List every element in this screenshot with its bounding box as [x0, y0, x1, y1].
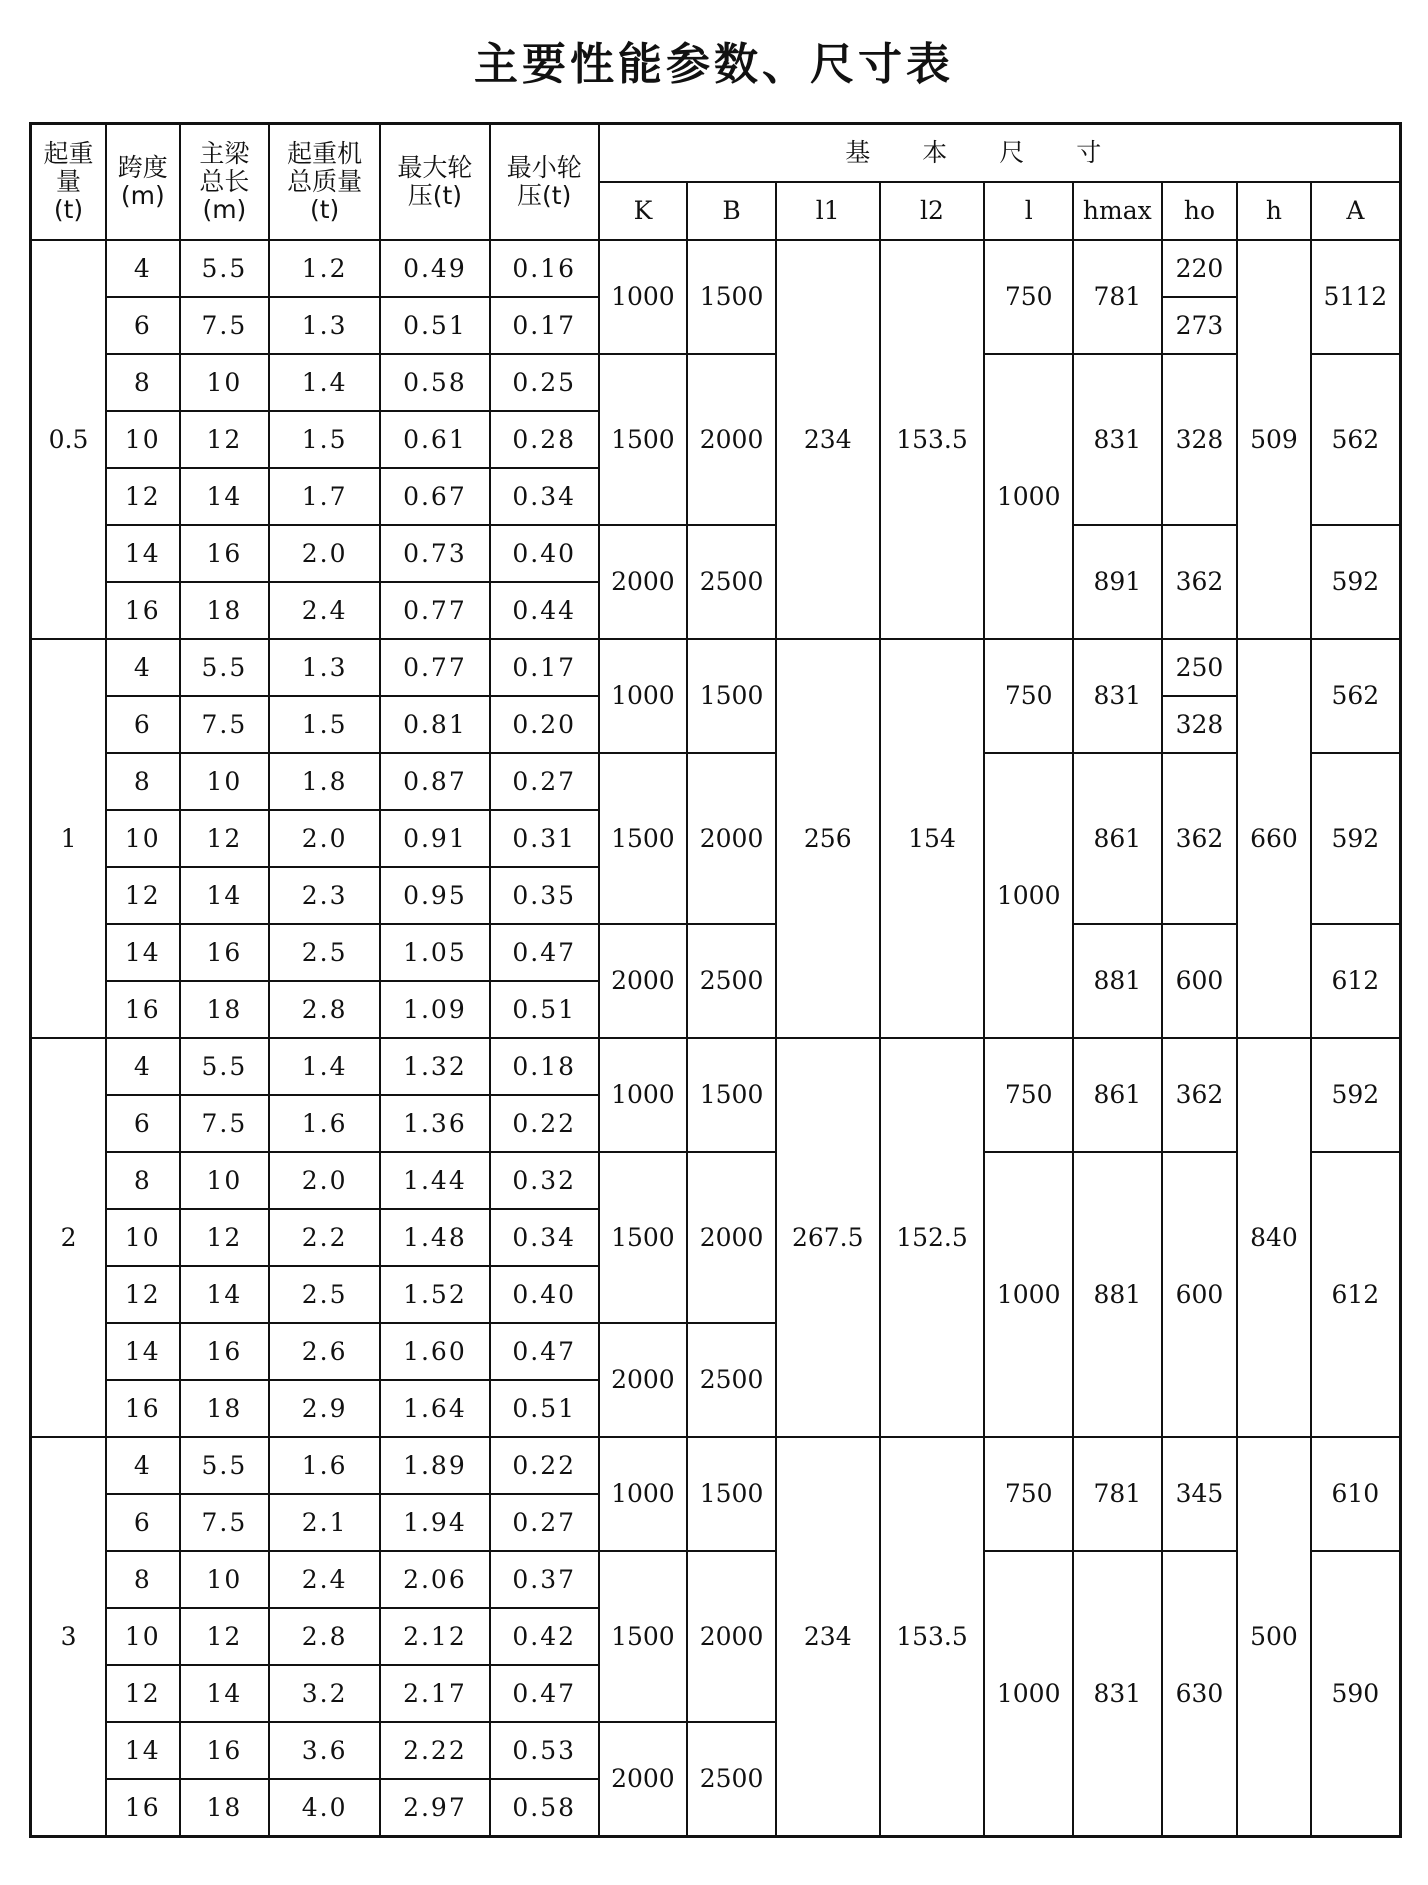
B-cell: 2500: [687, 1323, 776, 1437]
A-cell: 592: [1311, 1038, 1401, 1152]
header-K: K: [599, 182, 688, 240]
maxp-cell: 1.52: [380, 1266, 490, 1323]
minp-cell: 0.37: [490, 1551, 599, 1608]
hmax-cell: 881: [1073, 924, 1162, 1038]
span-cell: 8: [106, 1551, 180, 1608]
maxp-cell: 0.77: [380, 639, 490, 696]
A-cell: 612: [1311, 1152, 1401, 1437]
minp-cell: 0.18: [490, 1038, 599, 1095]
girder-cell: 14: [180, 1665, 270, 1722]
B-cell: 1500: [687, 1038, 776, 1152]
capacity-cell: 0.5: [31, 240, 107, 639]
hmax-cell: 881: [1073, 1152, 1162, 1437]
hmax-cell: 831: [1073, 354, 1162, 525]
span-cell: 6: [106, 297, 180, 354]
page-title: 主要性能参数、尺寸表: [474, 39, 954, 90]
maxp-cell: 1.36: [380, 1095, 490, 1152]
span-cell: 10: [106, 1608, 180, 1665]
hmax-cell: 831: [1073, 639, 1162, 753]
header-l1: l1: [776, 182, 880, 240]
table-row: [31, 1437, 1401, 1494]
h-cell: 840: [1237, 1038, 1311, 1437]
span-cell: 10: [106, 411, 180, 468]
header-ho: ho: [1162, 182, 1238, 240]
maxp-cell: 1.89: [380, 1437, 490, 1494]
mass-cell: 1.5: [269, 696, 380, 753]
girder-cell: 7.5: [180, 696, 270, 753]
table-row: [31, 639, 1401, 696]
header-max-wheel-pressure: 最大轮 压(t): [380, 124, 490, 241]
mass-cell: 2.9: [269, 1380, 380, 1437]
l-cell: 1000: [984, 354, 1073, 639]
maxp-cell: 1.32: [380, 1038, 490, 1095]
minp-cell: 0.34: [490, 1209, 599, 1266]
table-row: [31, 924, 1401, 981]
ho-cell: 630: [1162, 1551, 1238, 1837]
mass-cell: 3.6: [269, 1722, 380, 1779]
ho-cell: 362: [1162, 525, 1238, 639]
header-B: B: [687, 182, 776, 240]
ho-cell: 328: [1162, 696, 1238, 753]
girder-cell: 5.5: [180, 240, 270, 297]
K-cell: 2000: [599, 1722, 688, 1837]
header-span: 跨度 (m): [106, 124, 180, 241]
mass-cell: 1.7: [269, 468, 380, 525]
K-cell: 1500: [599, 354, 688, 525]
minp-cell: 0.17: [490, 639, 599, 696]
ho-cell: 362: [1162, 753, 1238, 924]
A-cell: 562: [1311, 639, 1401, 753]
table-row: [31, 354, 1401, 411]
l2-cell: 154: [880, 639, 985, 1038]
minp-cell: 0.25: [490, 354, 599, 411]
A-cell: 562: [1311, 354, 1401, 525]
maxp-cell: 0.87: [380, 753, 490, 810]
K-cell: 1000: [599, 639, 688, 753]
girder-cell: 16: [180, 1722, 270, 1779]
span-cell: 10: [106, 1209, 180, 1266]
maxp-cell: 2.12: [380, 1608, 490, 1665]
minp-cell: 0.28: [490, 411, 599, 468]
girder-cell: 14: [180, 1266, 270, 1323]
K-cell: 1000: [599, 1038, 688, 1152]
minp-cell: 0.51: [490, 981, 599, 1038]
maxp-cell: 0.91: [380, 810, 490, 867]
mass-cell: 1.4: [269, 1038, 380, 1095]
B-cell: 1500: [687, 639, 776, 753]
B-cell: 2500: [687, 525, 776, 639]
table-row: [31, 753, 1401, 810]
minp-cell: 0.47: [490, 924, 599, 981]
header-h: h: [1237, 182, 1311, 240]
header-hmax: hmax: [1073, 182, 1162, 240]
l-cell: 750: [984, 1437, 1073, 1551]
mass-cell: 1.3: [269, 639, 380, 696]
h-cell: 509: [1237, 240, 1311, 639]
girder-cell: 5.5: [180, 1437, 270, 1494]
span-cell: 16: [106, 582, 180, 639]
maxp-cell: 1.44: [380, 1152, 490, 1209]
hmax-cell: 861: [1073, 753, 1162, 924]
minp-cell: 0.40: [490, 525, 599, 582]
ho-cell: 600: [1162, 924, 1238, 1038]
minp-cell: 0.47: [490, 1323, 599, 1380]
maxp-cell: 0.73: [380, 525, 490, 582]
mass-cell: 1.3: [269, 297, 380, 354]
span-cell: 8: [106, 354, 180, 411]
girder-cell: 10: [180, 1551, 270, 1608]
A-cell: 5112: [1311, 240, 1401, 354]
mass-cell: 1.6: [269, 1437, 380, 1494]
girder-cell: 7.5: [180, 297, 270, 354]
span-cell: 12: [106, 1266, 180, 1323]
l-cell: 1000: [984, 1152, 1073, 1437]
header-capacity: 起重 量 (t): [31, 124, 107, 241]
B-cell: 2000: [687, 354, 776, 525]
l1-cell: 267.5: [776, 1038, 880, 1437]
K-cell: 2000: [599, 924, 688, 1038]
A-cell: 610: [1311, 1437, 1401, 1551]
span-cell: 16: [106, 1380, 180, 1437]
girder-cell: 7.5: [180, 1095, 270, 1152]
minp-cell: 0.22: [490, 1095, 599, 1152]
l1-cell: 234: [776, 1437, 880, 1837]
girder-cell: 18: [180, 981, 270, 1038]
mass-cell: 1.6: [269, 1095, 380, 1152]
K-cell: 1500: [599, 1551, 688, 1722]
span-cell: 4: [106, 1437, 180, 1494]
minp-cell: 0.34: [490, 468, 599, 525]
table-row: [31, 1038, 1401, 1095]
mass-cell: 1.4: [269, 354, 380, 411]
maxp-cell: 0.67: [380, 468, 490, 525]
header-l2: l2: [880, 182, 985, 240]
span-cell: 8: [106, 753, 180, 810]
K-cell: 1500: [599, 1152, 688, 1323]
mass-cell: 2.6: [269, 1323, 380, 1380]
K-cell: 2000: [599, 1323, 688, 1437]
span-cell: 4: [106, 639, 180, 696]
h-cell: 500: [1237, 1437, 1311, 1837]
header-A: A: [1311, 182, 1401, 240]
header-crane-mass: 起重机 总质量 (t): [269, 124, 380, 241]
mass-cell: 1.5: [269, 411, 380, 468]
l-cell: 750: [984, 1038, 1073, 1152]
A-cell: 592: [1311, 525, 1401, 639]
girder-cell: 18: [180, 582, 270, 639]
maxp-cell: 2.06: [380, 1551, 490, 1608]
K-cell: 2000: [599, 525, 688, 639]
header-l: l: [984, 182, 1073, 240]
h-cell: 660: [1237, 639, 1311, 1038]
ho-cell: 220: [1162, 240, 1238, 297]
l-cell: 1000: [984, 1551, 1073, 1837]
l2-cell: 153.5: [880, 240, 985, 639]
l1-cell: 256: [776, 639, 880, 1038]
minp-cell: 0.44: [490, 582, 599, 639]
span-cell: 14: [106, 525, 180, 582]
minp-cell: 0.16: [490, 240, 599, 297]
minp-cell: 0.51: [490, 1380, 599, 1437]
minp-cell: 0.17: [490, 297, 599, 354]
B-cell: 2000: [687, 1551, 776, 1722]
girder-cell: 16: [180, 1323, 270, 1380]
mass-cell: 2.0: [269, 525, 380, 582]
header-girder-length: 主梁 总长 (m): [180, 124, 270, 241]
mass-cell: 2.0: [269, 1152, 380, 1209]
K-cell: 1000: [599, 240, 688, 354]
maxp-cell: 1.60: [380, 1323, 490, 1380]
minp-cell: 0.47: [490, 1665, 599, 1722]
span-cell: 14: [106, 1722, 180, 1779]
span-cell: 6: [106, 1095, 180, 1152]
minp-cell: 0.35: [490, 867, 599, 924]
table-row: [31, 1551, 1401, 1608]
girder-cell: 12: [180, 810, 270, 867]
ho-cell: 362: [1162, 1038, 1238, 1152]
girder-cell: 7.5: [180, 1494, 270, 1551]
hmax-cell: 891: [1073, 525, 1162, 639]
minp-cell: 0.20: [490, 696, 599, 753]
mass-cell: 3.2: [269, 1665, 380, 1722]
girder-cell: 10: [180, 354, 270, 411]
span-cell: 16: [106, 1779, 180, 1837]
maxp-cell: 0.81: [380, 696, 490, 753]
span-cell: 12: [106, 468, 180, 525]
maxp-cell: 1.05: [380, 924, 490, 981]
hmax-cell: 781: [1073, 1437, 1162, 1551]
table-header: [31, 124, 1401, 241]
minp-cell: 0.40: [490, 1266, 599, 1323]
header-min-wheel-pressure: 最小轮 压(t): [490, 124, 599, 241]
hmax-cell: 781: [1073, 240, 1162, 354]
minp-cell: 0.58: [490, 1779, 599, 1837]
table-row: [31, 525, 1401, 582]
maxp-cell: 0.77: [380, 582, 490, 639]
span-cell: 12: [106, 867, 180, 924]
span-cell: 4: [106, 1038, 180, 1095]
table-body: [31, 240, 1401, 1837]
B-cell: 2000: [687, 1152, 776, 1323]
mass-cell: 2.8: [269, 981, 380, 1038]
A-cell: 590: [1311, 1551, 1401, 1837]
mass-cell: 2.1: [269, 1494, 380, 1551]
girder-cell: 10: [180, 753, 270, 810]
l-cell: 1000: [984, 753, 1073, 1038]
header-basic-dimensions: 基本尺寸: [599, 124, 1401, 183]
span-cell: 6: [106, 1494, 180, 1551]
l-cell: 750: [984, 240, 1073, 354]
minp-cell: 0.27: [490, 1494, 599, 1551]
span-cell: 16: [106, 981, 180, 1038]
girder-cell: 14: [180, 468, 270, 525]
maxp-cell: 2.22: [380, 1722, 490, 1779]
mass-cell: 1.8: [269, 753, 380, 810]
girder-cell: 16: [180, 924, 270, 981]
l-cell: 750: [984, 639, 1073, 753]
mass-cell: 2.3: [269, 867, 380, 924]
B-cell: 2500: [687, 924, 776, 1038]
maxp-cell: 0.58: [380, 354, 490, 411]
maxp-cell: 1.64: [380, 1380, 490, 1437]
maxp-cell: 2.97: [380, 1779, 490, 1837]
span-cell: 6: [106, 696, 180, 753]
hmax-cell: 861: [1073, 1038, 1162, 1152]
girder-cell: 18: [180, 1380, 270, 1437]
maxp-cell: 1.48: [380, 1209, 490, 1266]
minp-cell: 0.22: [490, 1437, 599, 1494]
maxp-cell: 1.09: [380, 981, 490, 1038]
span-cell: 14: [106, 924, 180, 981]
girder-cell: 18: [180, 1779, 270, 1837]
girder-cell: 12: [180, 411, 270, 468]
girder-cell: 16: [180, 525, 270, 582]
mass-cell: 2.2: [269, 1209, 380, 1266]
capacity-cell: 3: [31, 1437, 107, 1837]
mass-cell: 2.0: [269, 810, 380, 867]
minp-cell: 0.27: [490, 753, 599, 810]
B-cell: 2500: [687, 1722, 776, 1837]
maxp-cell: 1.94: [380, 1494, 490, 1551]
ho-cell: 345: [1162, 1437, 1238, 1551]
maxp-cell: 0.49: [380, 240, 490, 297]
mass-cell: 2.4: [269, 582, 380, 639]
mass-cell: 2.8: [269, 1608, 380, 1665]
K-cell: 1000: [599, 1437, 688, 1551]
ho-cell: 273: [1162, 297, 1238, 354]
capacity-cell: 2: [31, 1038, 107, 1437]
girder-cell: 5.5: [180, 639, 270, 696]
capacity-cell: 1: [31, 639, 107, 1038]
A-cell: 612: [1311, 924, 1401, 1038]
l2-cell: 152.5: [880, 1038, 985, 1437]
mass-cell: 2.5: [269, 1266, 380, 1323]
maxp-cell: 0.61: [380, 411, 490, 468]
span-cell: 4: [106, 240, 180, 297]
ho-cell: 328: [1162, 354, 1238, 525]
maxp-cell: 0.95: [380, 867, 490, 924]
girder-cell: 10: [180, 1152, 270, 1209]
table-row: [31, 240, 1401, 297]
l1-cell: 234: [776, 240, 880, 639]
B-cell: 1500: [687, 240, 776, 354]
table-row: [31, 1152, 1401, 1209]
B-cell: 2000: [687, 753, 776, 924]
span-cell: 10: [106, 810, 180, 867]
minp-cell: 0.42: [490, 1608, 599, 1665]
hmax-cell: 831: [1073, 1551, 1162, 1837]
girder-cell: 14: [180, 867, 270, 924]
minp-cell: 0.32: [490, 1152, 599, 1209]
mass-cell: 2.4: [269, 1551, 380, 1608]
K-cell: 1500: [599, 753, 688, 924]
girder-cell: 5.5: [180, 1038, 270, 1095]
mass-cell: 2.5: [269, 924, 380, 981]
mass-cell: 1.2: [269, 240, 380, 297]
ho-cell: 250: [1162, 639, 1238, 696]
span-cell: 8: [106, 1152, 180, 1209]
span-cell: 14: [106, 1323, 180, 1380]
maxp-cell: 2.17: [380, 1665, 490, 1722]
minp-cell: 0.53: [490, 1722, 599, 1779]
maxp-cell: 0.51: [380, 297, 490, 354]
girder-cell: 12: [180, 1209, 270, 1266]
girder-cell: 12: [180, 1608, 270, 1665]
B-cell: 1500: [687, 1437, 776, 1551]
ho-cell: 600: [1162, 1152, 1238, 1437]
A-cell: 592: [1311, 753, 1401, 924]
l2-cell: 153.5: [880, 1437, 985, 1837]
span-cell: 12: [106, 1665, 180, 1722]
mass-cell: 4.0: [269, 1779, 380, 1837]
minp-cell: 0.31: [490, 810, 599, 867]
spec-table: [29, 122, 1402, 1838]
